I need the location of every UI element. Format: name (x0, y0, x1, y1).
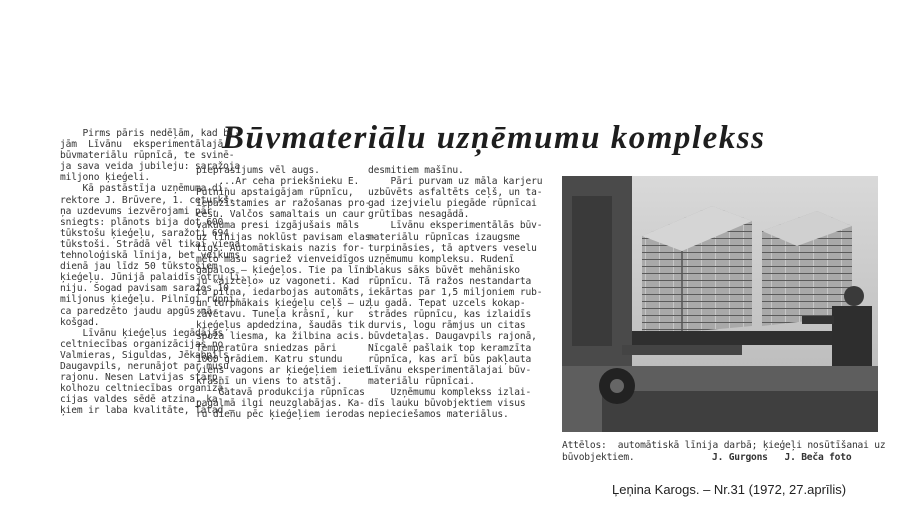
source-citation: Ļeņina Karogs. – Nr.31 (1972, 27.aprīlis) (612, 482, 847, 497)
article-headline: Būvmateriālu uzņēmumu komplekss (222, 120, 766, 156)
article-column-2: pieprasījums vēl augs. ...Ar ceha priekšnieku E. Putniņu apstaigājam rūpnīcu, iepazīstamies ar ražošanas pro- cesu. Valčos samaltais un caur vakuuma presi izgājušais māls uz līnijas noklūst pavisam elas- tīgs. Automātiskais nazis for- mēto masu sagriež vienveidīgos gabalos — ķieģeļos. Tie pa līni- ju «aizceļo» uz vagoneti. Kad tā pilna, iedarbojas automāts, un turpmākais ķieģeļu ceļš — uz žāvētavu. Tuneļa krāsnī, kur ķieģeļus apdedzina, šaudās tik spoža liesma, ka žilbina acis. Temperatūra sniedzas pāri 1000 grādiem. Katru stundu viens vagons ar ķieģeļiem ieiet krāsnī un viens to atstāj. Gatavā produkcija rūpnīcas pagalmā ilgi neuzglabājas. Ka- ru dienu pēc ķieģeļiem ierodas (196, 165, 377, 421)
factory-photo (562, 176, 878, 432)
factory-photo-image (562, 176, 878, 432)
photo-credits: J. Gurgons J. Beča foto (712, 452, 852, 463)
article-column-3: desmitiem mašīnu. Pāri purvam uz māla karjeru uzbūvēts asfaltēts ceļš, un ta- gad izejvielu piegāde rūpnīcai grūtības nesagādā. Līvānu eksperimentālās būv- materiālu rūpnīcas izaugsme turpināsies, tā aptvers veselu uzņēmumu kompleksu. Rudenī blakus sāks būvēt mehānisko rūpnīcu. Tā ražos nestandarta iekārtas par 1,5 miljoniem rub- ļu gadā. Tepat uzcels kokap- strādes rūpnīcu, kas izlaidīs durvis, logu rāmjus un citas būvdetaļas. Daugavpils rajonā, Nīcgalē pašlaik top keramzīta rūpnīca, kas arī būs pakļauta Līvānu eksperimentālajai būv- materiālu rūpnīcai. Uzņēmumu komplekss izlai- dīs lauku būvobjektiem visus nepieciešamos materiālus. (368, 165, 543, 421)
photo-caption: Attēlos: automātiskā līnija darbā; ķieģeļi nosūtīšanai uz būvobjektiem. (562, 440, 886, 463)
article-column-1: Pirms pāris nedēļām, kad bi- jām Līvānu eksperimentālajā būvmateriālu rūpnīcā, te svinē- ja sava veida jubileju: saražoja miljono ķieģeli. Kā pastāstīja uzņēmuma di- rektore J. Brūvere, 1. ceturkš- ņa uzdevums iezvērojami pār- sniegts: plānots bija dot 600 tūkstošu ķieģeļu, saražoti 694 tūkstoši. Strādā vēl tikai viena tehnoloģiskā līnija, bet veikums dienā jau līdz 50 tūkstošiem ķieģeļu. Jūnijā palaidīs otru lī- niju. Šogad pavisam saražos 10 miljonus ķieģeļu. Pilnīgi rūpnī- ca paredzēto jaudu apgūs nā- košgad. Līvānu ķieģeļus iegādājas celtniecības organizācijas no Valmieras, Siguldas, Jēkabpils, Daugavpils, nerunājot par mūsu rajonu. Nesen Latvijas starp- kolhozu celtniecības organizā- cijas valdes sēdē atzina, ka ķiem ir laba kvalitāte, Tātad — (60, 128, 246, 417)
